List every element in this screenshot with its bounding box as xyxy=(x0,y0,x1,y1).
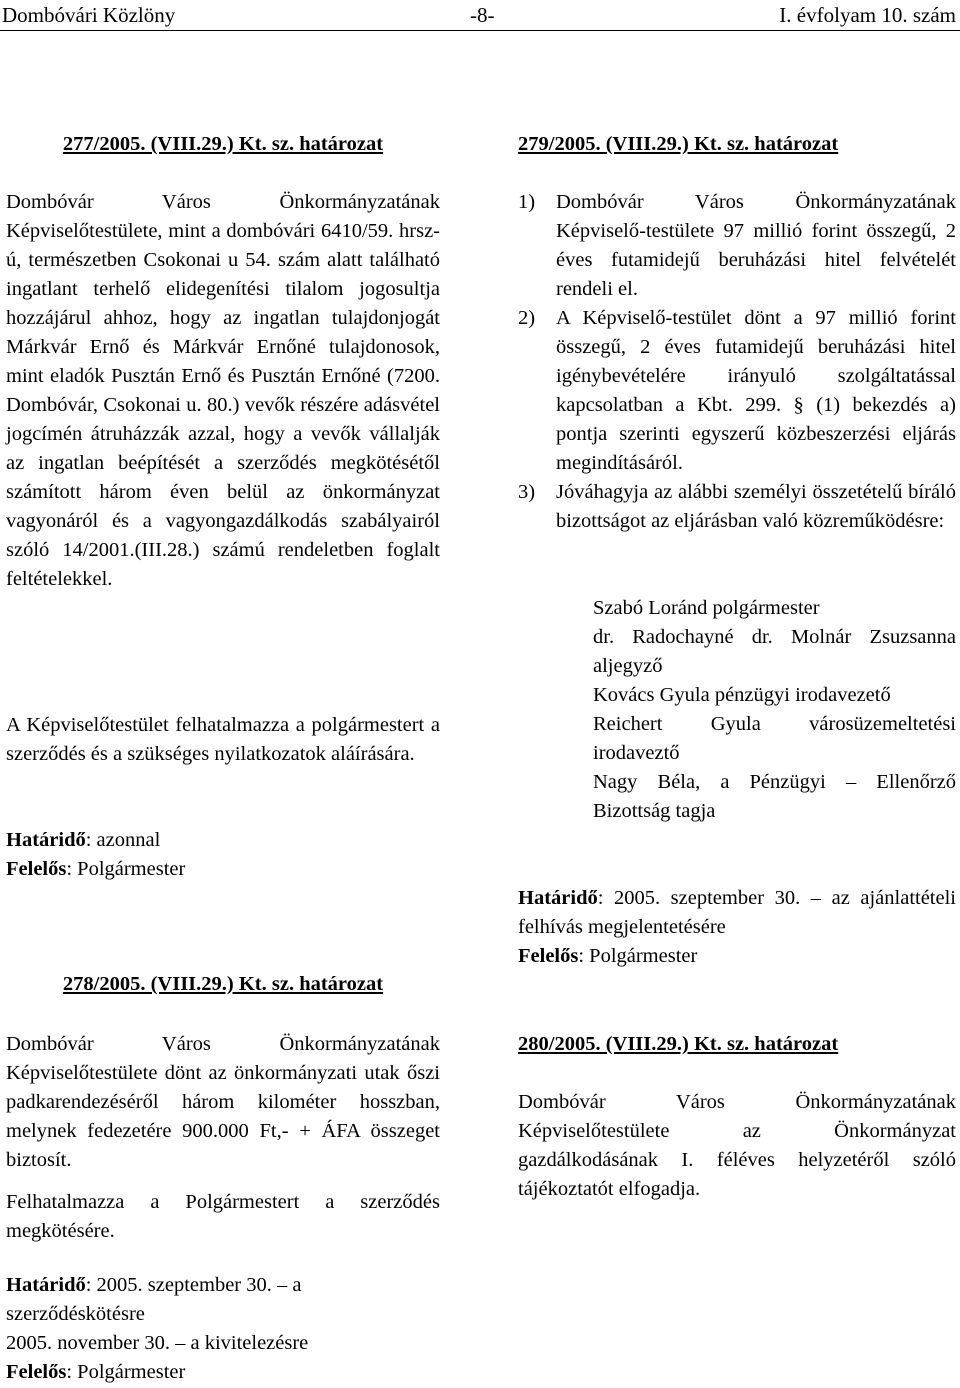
committee-member: Szabó Loránd polgármester xyxy=(593,597,820,619)
publication-name: Dombóvári Közlöny xyxy=(2,3,176,27)
resolution-280-body: Dombóvár Város Önkormányzatának Képviselőtestülete az Önkormányzat gazdálkodásának I. féléves helyzetéről szóló tájékoztatót elfogadja. xyxy=(518,1091,956,1200)
resolution-277-body: Dombóvár Város Önkormányzatának Képviselőtestülete, mint a dombóvári 6410/59. hrsz-ú, természetben Csokonai u 54. szám alatt található ingatlant terhelő elidegenítési tilalom jogosultja hozzájárul ahhoz, hogy az ingatlan tulajdonjogát Márkvár Ernő és Márkvár Ernőné tulajdonosok, mint eladók Pusztán Ernő és Pusztán Ernőné (7200. Dombóvár, Csokonai u. 80.) vevők részére adásvétel jogcímén átruházzák azzal, hogy a vevők vállalják az ingatlan beépítését a szerződés megkötésétől számított három éven belül az önkormányzat vagyonáról és a vagyongazdálkodás szabályairól szóló 14/2001.(III.28.) számú rendeletben foglalt feltételekkel. xyxy=(6,191,440,590)
committee-member: Kovács Gyula pénzügyi irodavezető xyxy=(593,684,891,706)
responsible-value: : Polgármester xyxy=(66,858,186,880)
committee-member: Reichert Gyula városüzemeltetési irodaveztő xyxy=(593,713,956,764)
resolution-279-items xyxy=(518,188,956,536)
deadline-value: : 2005. szeptember 30. – a szerződéskötésre xyxy=(6,1274,302,1325)
deadline-label: Határidő xyxy=(518,887,598,909)
responsible-label: Felelős xyxy=(6,858,67,880)
resolution-279-deadline xyxy=(518,884,956,942)
deadline-label: Határidő xyxy=(6,1274,86,1296)
resolution-277-authorization: A Képviselőtestület felhatalmazza a polgármestert a szerződés és a szükséges nyilatkozatok aláírására. xyxy=(6,714,440,765)
deadline-value: : 2005. szeptember 30. – az ajánlattételi felhívás megjelentetésére xyxy=(518,887,956,938)
item-text: Jóváhagyja az alábbi személyi összetételű bíráló bizottságot az eljárásban való közreműködésre: xyxy=(556,481,956,532)
deadline-label: Határidő xyxy=(6,829,86,851)
committee-member: Nagy Béla, a Pénzügyi – Ellenőrző Bizottság tagja xyxy=(593,771,956,822)
resolution-280-title: 280/2005. (VIII.29.) Kt. sz. határozat xyxy=(518,1033,839,1055)
committee-members xyxy=(518,594,956,826)
resolution-278-title: 278/2005. (VIII.29.) Kt. sz. határozat xyxy=(62,973,384,995)
page-header xyxy=(0,0,960,31)
responsible-label: Felelős xyxy=(6,1361,67,1383)
issue-info: I. évfolyam 10. szám xyxy=(779,3,956,27)
item-number: 3) xyxy=(518,481,536,503)
resolution-277-title: 277/2005. (VIII.29.) Kt. sz. határozat xyxy=(62,133,384,155)
committee-member: dr. Radochayné dr. Molnár Zsuzsanna aljegyző xyxy=(593,626,956,677)
responsible-value: : Polgármester xyxy=(578,945,698,967)
resolution-277-deadline xyxy=(6,826,440,855)
page-number: -8- xyxy=(470,3,495,27)
list-item xyxy=(518,188,956,304)
resolution-278-deadline-second: 2005. november 30. – a kivitelezésre xyxy=(6,1332,309,1354)
item-text: A Képviselő-testület dönt a 97 millió forint összegű, 2 éves futamidejű beruházási hitel igénybevételére irányuló szolgáltatással kapcsolatban a Kbt. 299. § (1) bekezdés a) pontja szerinti egyszerű közbeszerzési eljárás megindításáról. xyxy=(556,307,956,474)
list-item xyxy=(518,478,956,536)
responsible-value: : Polgármester xyxy=(66,1361,186,1383)
resolution-278-deadline xyxy=(6,1271,400,1329)
resolution-278-responsible xyxy=(6,1358,440,1387)
item-text: Dombóvár Város Önkormányzatának Képviselő-testülete 97 millió forint összegű, 2 éves futamidejű beruházási hitel felvételét rendeli el. xyxy=(556,191,956,300)
resolution-278-authorization: Felhatalmazza a Polgármestert a szerződés megkötésére. xyxy=(6,1191,440,1242)
item-number: 2) xyxy=(518,307,536,329)
list-item xyxy=(518,304,956,478)
responsible-label: Felelős xyxy=(518,945,579,967)
resolution-279-title: 279/2005. (VIII.29.) Kt. sz. határozat xyxy=(518,133,839,155)
item-number: 1) xyxy=(518,191,536,213)
deadline-value: : azonnal xyxy=(85,829,161,851)
resolution-278-body: Dombóvár Város Önkormányzatának Képviselőtestülete dönt az önkormányzati utak őszi padkarendezéséről három kilométer hosszban, melynek fedezetére 900.000 Ft,- + ÁFA összeget biztosít. xyxy=(6,1033,440,1171)
resolution-279-responsible xyxy=(518,942,956,971)
resolution-277-responsible xyxy=(6,855,440,884)
